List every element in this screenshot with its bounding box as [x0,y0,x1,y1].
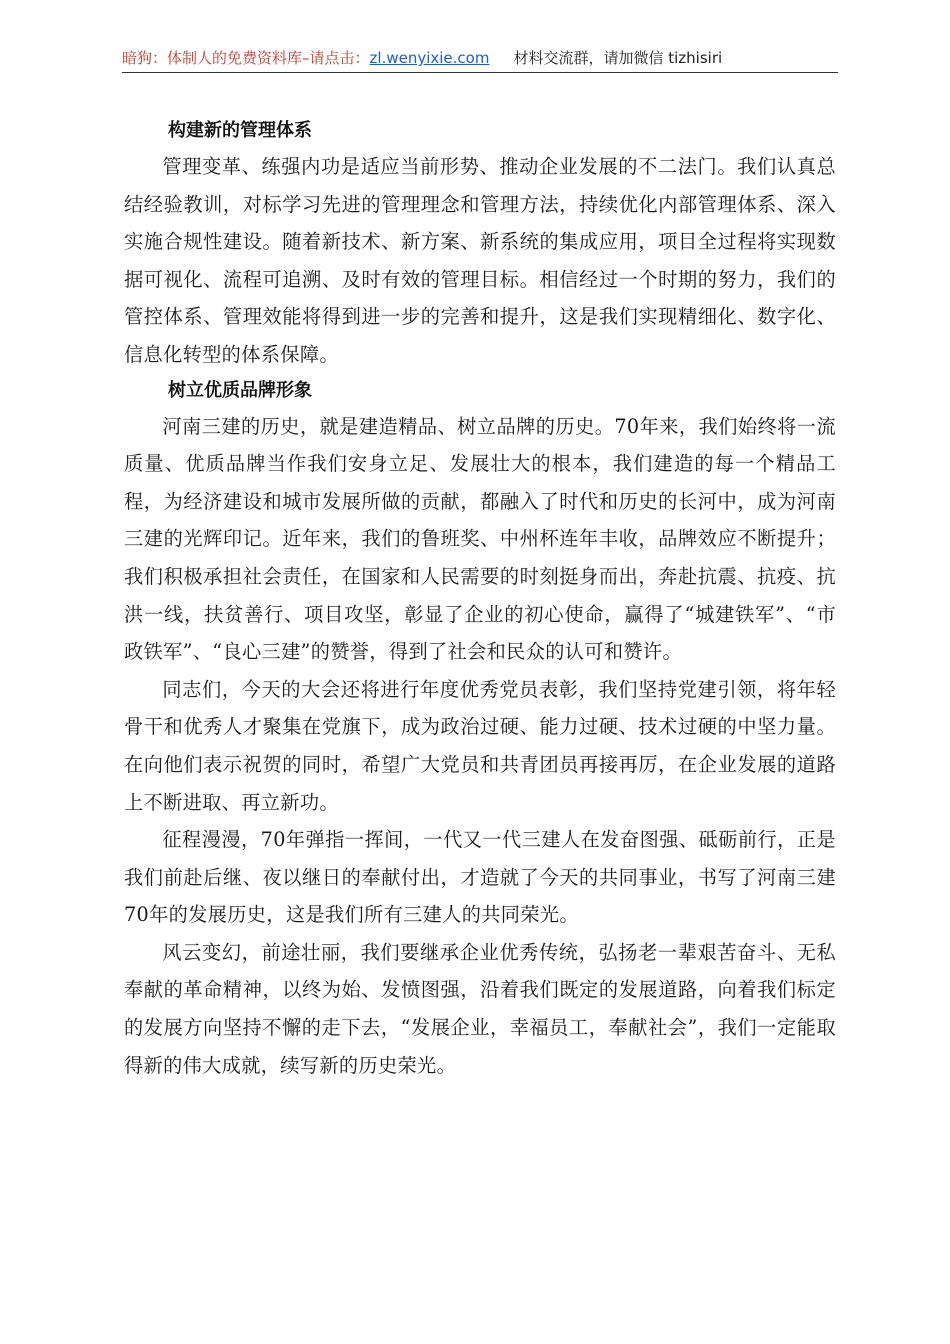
paragraph-brand-history: 河南三建的历史，就是建造精品、树立品牌的历史。70年来，我们始终将一流质量、优质品牌当作我们安身立足、发展壮大的根本，我们建造的每一个精品工程，为经济建设和城市发展所做的贡献，都融入了时代和历史的长河中，成为河南三建的光辉印记。近年来，我们的鲁班奖、中州杯连年丰收，品牌效应不断提升；我们积极承担社会责任，在国家和人民需要的时刻挺身而出，奔赴抗震、抗疫、抗洪一线，扶贫善行、项目攻坚，彰显了企业的初心使命，赢得了“城建铁军”、“市政铁军”、“良心三建”的赞誉，得到了社会和民众的认可和赞许。 [124,414,836,664]
header-contact: 材料交流群，请加微信 tizhisiri [513,49,723,67]
paragraph-journey: 征程漫漫，70年弹指一挥间，一代又一代三建人在发奋图强、砥砺前行，正是我们前赴后继、夜以继日的奉献付出，才造就了今天的共同事业，书写了河南三建70年的发展历史，这是我们所有三建人的共同荣光。 [124,828,836,927]
header-link[interactable]: zl.wenyixie.com [369,49,490,67]
paragraph-future: 风云变幻，前途壮丽，我们要继承企业优秀传统，弘扬老一辈艰苦奋斗、无私奉献的革命精神，以终为始、发愤图强，沿着我们既定的发展道路，向着我们标定的发展方向坚持不懈的走下去，“发展企业，幸福员工，奉献社会”，我们一定能取得新的伟大成就，续写新的历史荣光。 [124,940,836,1077]
paragraph-management: 管理变革、练强内功是适应当前形势、推动企业发展的不二法门。我们认真总结经验教训，对标学习先进的管理理念和管理方法，持续优化内部管理体系、深入实施合规性建设。随着新技术、新方案、新系统的集成应用，项目全过程将实现数据可视化、流程可追溯、及时有效的管理目标。相信经过一个时期的努力，我们的管控体系、管理效能将得到进一步的完善和提升，这是我们实现精细化、数字化、信息化转型的体系保障。 [124,155,836,366]
header-brand: 暗狗：体制人的免费资料库 [122,49,303,67]
paragraph-party-members: 同志们，今天的大会还将进行年度优秀党员表彰，我们坚持党建引领，将年轻骨干和优秀人才聚集在党旗下，成为政治过硬、能力过硬、技术过硬的中坚力量。在向他们表示祝贺的同时，希望广大党员和共青团员再接再厉，在企业发展的道路上不断进取、再立新功。 [124,677,836,814]
header-prompt: –请点击： [302,49,370,67]
document-body [124,114,836,1084]
page-header [122,46,838,73]
section-heading-management: 构建新的管理体系 [168,120,312,141]
section-heading-brand: 树立优质品牌形象 [168,379,312,401]
